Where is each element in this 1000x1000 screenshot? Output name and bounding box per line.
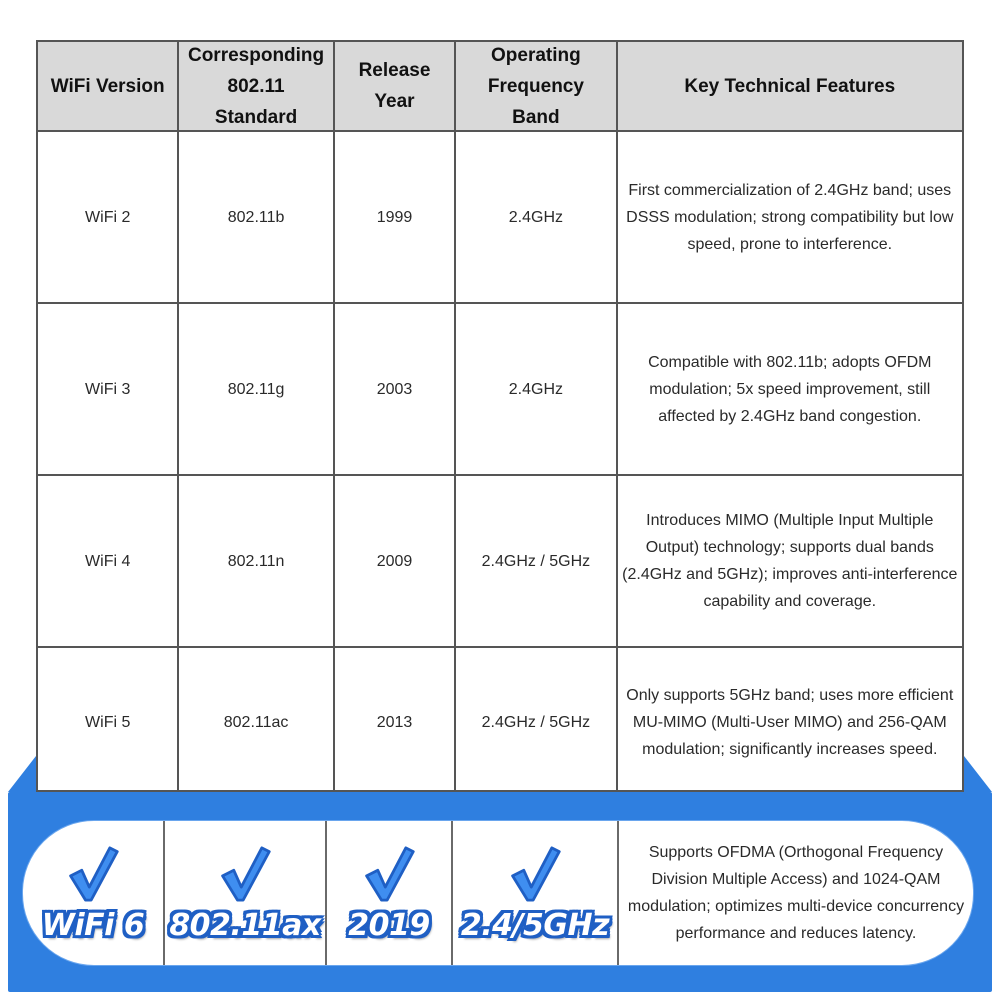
wifi-comparison-table: [36, 40, 964, 792]
header-wifi-version: WiFi Version: [38, 42, 179, 130]
highlight-year-cell: [327, 821, 453, 965]
header-frequency-band-label: Operating Frequency Band: [487, 44, 584, 128]
table-row: [38, 476, 962, 648]
cell-band: 2.4GHz / 5GHz: [456, 648, 617, 796]
table-row: [38, 648, 962, 796]
table-row: [38, 304, 962, 476]
cell-year: 2003: [335, 304, 456, 474]
highlight-standard: 802.11ax: [169, 907, 321, 943]
cell-version: WiFi 5: [38, 648, 179, 796]
cell-standard: 802.11b: [179, 132, 334, 302]
cell-band: 2.4GHz: [456, 132, 617, 302]
cell-band: 2.4GHz: [456, 304, 617, 474]
cell-version: WiFi 4: [38, 476, 179, 646]
band-wing-right: [964, 756, 992, 792]
cell-year: 1999: [335, 132, 456, 302]
cell-standard: 802.11g: [179, 304, 334, 474]
highlight-version-cell: [23, 821, 165, 965]
header-standard: [179, 42, 334, 130]
cell-version: WiFi 2: [38, 132, 179, 302]
highlight-features: Supports OFDMA (Orthogonal Frequency Division Multiple Access) and 1024-QAM modulation; optimizes multi-device concurrency performance and reduces latency.: [627, 844, 965, 942]
cell-features: Introduces MIMO (Multiple Input Multiple Output) technology; supports dual bands (2.4GHz and 5GHz); improves anti-interference capability and coverage.: [622, 512, 958, 610]
cell-year: 2009: [335, 476, 456, 646]
highlight-band-cell: [453, 821, 619, 965]
cell-features: Only supports 5GHz band; uses more efficient MU-MIMO (Multi-User MIMO) and 256-QAM modulation; significantly increases speed.: [626, 686, 954, 758]
highlight-band: 2.4/5GHz: [460, 907, 610, 943]
table-header-row: [38, 42, 962, 132]
check-icon: [65, 844, 121, 904]
cell-features: First commercialization of 2.4GHz band; uses DSSS modulation; strong compatibility but low speed, prone to interference.: [626, 181, 954, 253]
cell-features: Compatible with 802.11b; adopts OFDM modulation; 5x speed improvement, still affected by 2.4GHz band congestion.: [648, 353, 932, 425]
highlight-standard-cell: [165, 821, 327, 965]
cell-version: WiFi 3: [38, 304, 179, 474]
table-row: [38, 132, 962, 304]
header-standard-label: Corresponding 802.11 Standard: [187, 44, 325, 128]
check-icon: [507, 844, 563, 904]
check-icon: [217, 844, 273, 904]
header-key-features: Key Technical Features: [684, 75, 896, 97]
header-release-year: Release Year: [335, 42, 456, 130]
cell-year: 2013: [335, 648, 456, 796]
cell-standard: 802.11n: [179, 476, 334, 646]
band-wing-left: [8, 756, 36, 792]
highlight-version: WiFi 6: [41, 907, 145, 943]
cell-band: 2.4GHz / 5GHz: [456, 476, 617, 646]
header-frequency-band: [456, 42, 617, 130]
wifi6-highlight-row: [22, 820, 974, 966]
check-icon: [361, 844, 417, 904]
highlight-features-cell: [619, 821, 973, 965]
highlight-year: 2019: [348, 907, 430, 943]
cell-standard: 802.11ac: [179, 648, 334, 796]
